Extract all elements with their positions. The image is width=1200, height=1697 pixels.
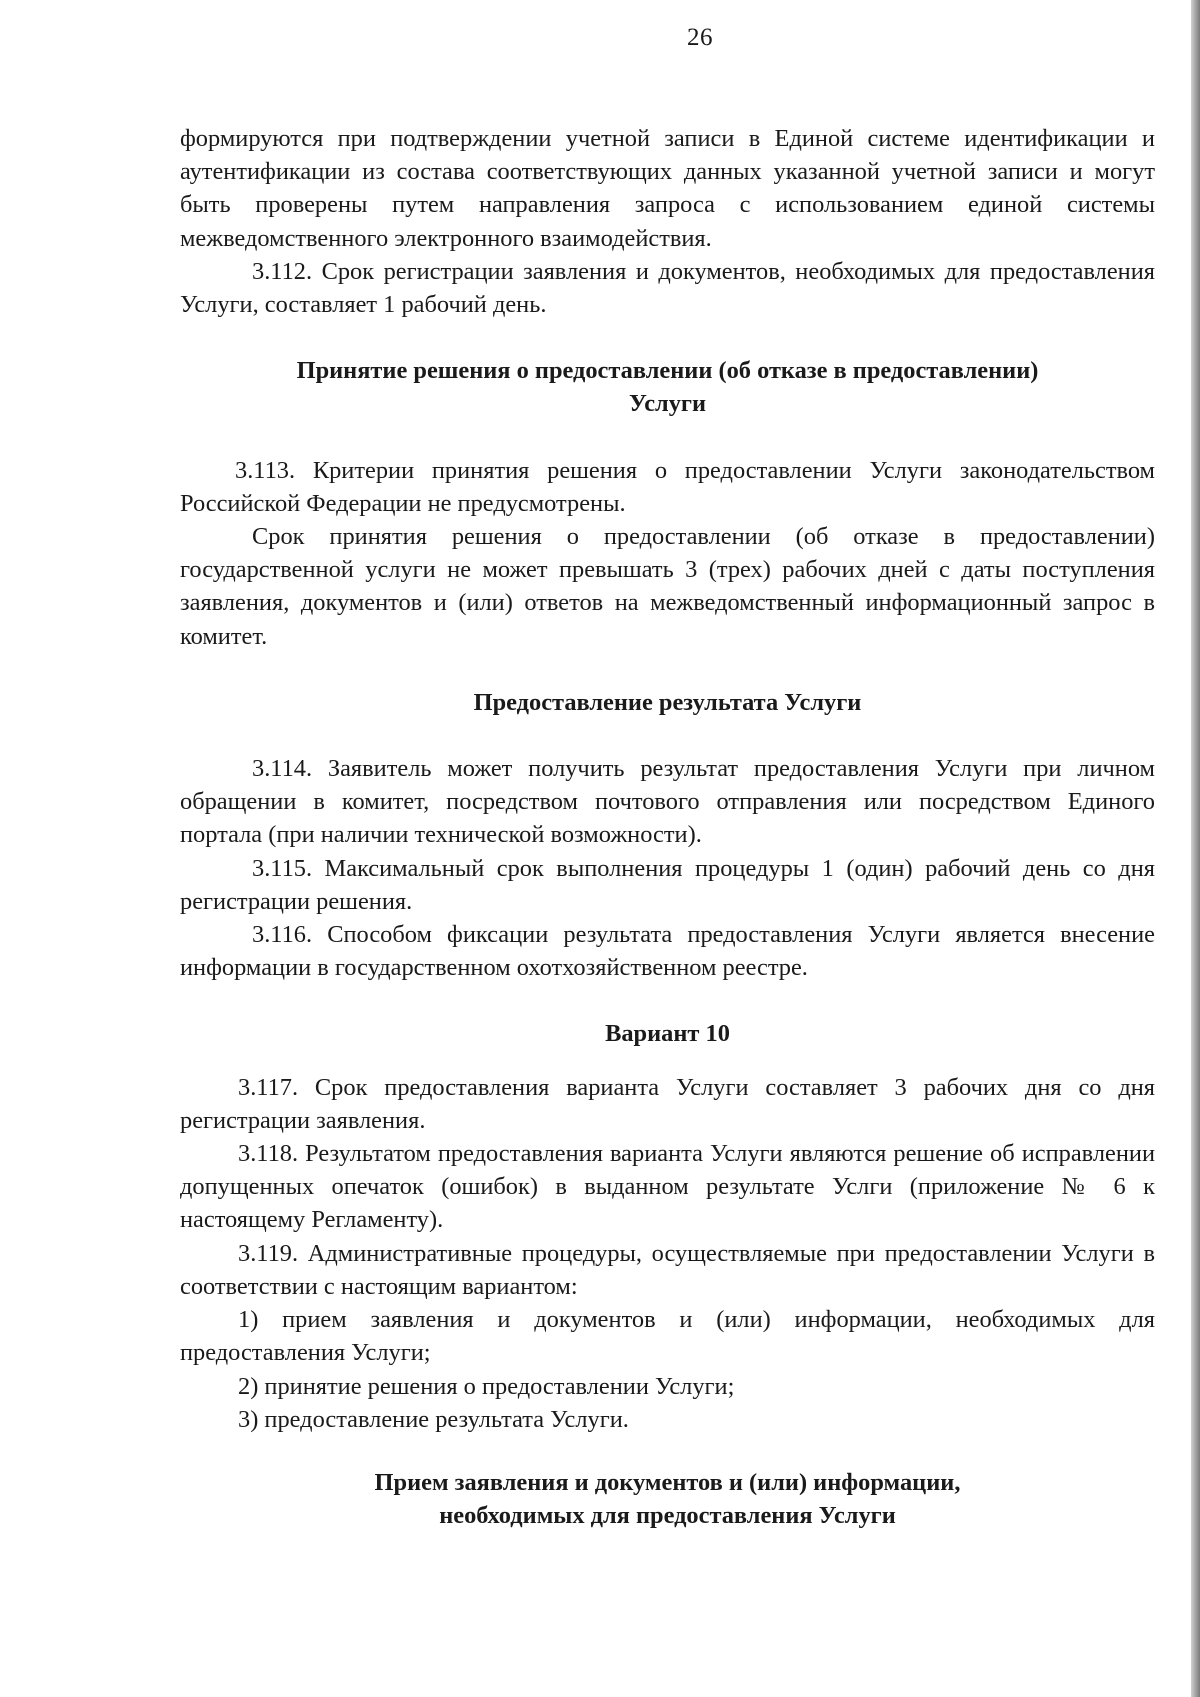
paragraph-continuation: формируются при подтверждении учетной записи в Единой системе идентификации и аутентификации из состава соответствующих данных указанной учетной записи и могут быть проверены путем направления запроса с использованием единой системы межведомственного электронного взаимодействия.	[180, 125, 1155, 252]
paragraph-3-113: 3.113. Критерии принятия решения о предоставлении Услуги законодательством Российской Федерации не предусмотрены.	[180, 456, 1155, 517]
list-item-3: 3) предоставление результата Услуги.	[238, 1405, 629, 1433]
section-heading-variant-10	[180, 1017, 1155, 1050]
paragraph-3-114: 3.114. Заявитель может получить результат предоставления Услуги при личном обращении в комитет, посредством почтового отправления или посредством Единого портала (при наличии технической возможности).	[180, 755, 1155, 849]
paragraph-3-119: 3.119. Административные процедуры, осуществляемые при предоставлении Услуги в соответствии с настоящим вариантом:	[180, 1239, 1155, 1300]
paragraph-3-115: 3.115. Максимальный срок выполнения процедуры 1 (один) рабочий день со дня регистрации решения.	[180, 854, 1155, 915]
section-heading-result	[180, 686, 1155, 719]
scan-edge-shadow	[1191, 0, 1200, 1697]
paragraph-3-118: 3.118. Результатом предоставления варианта Услуги являются решение об исправлении допущенных опечаток (ошибок) в выданном результате Услги (приложение № 6 к настоящему Регламенту).	[180, 1140, 1155, 1234]
heading-line: необходимых для предоставления Услуги	[439, 1502, 896, 1530]
paragraph-3-116: 3.116. Способом фиксации результата предоставления Услуги является внесение информации в государственном охотхозяйственном реестре.	[180, 921, 1155, 982]
heading-line: Вариант 10	[605, 1020, 730, 1048]
list-item-2: 2) принятие решения о предоставлении Услуги;	[238, 1372, 735, 1400]
heading-line: Услуги	[628, 390, 707, 418]
paragraph-3-112: 3.112. Срок регистрации заявления и документов, необходимых для предоставления Услуги, составляет 1 рабочий день.	[180, 257, 1155, 319]
heading-line: Принятие решения о предоставлении (об отказе в предоставлении)	[296, 357, 1039, 385]
paragraph-decision-term: Срок принятия решения о предоставлении (об отказе в предоставлении) государственной услуги не может превышать 3 (трех) рабочих дней с даты поступления заявления, документов и (или) ответов на межведомственный информационный запрос в комитет.	[180, 523, 1155, 650]
heading-line: Предоставление результата Услуги	[473, 688, 862, 716]
heading-line: Прием заявления и документов и (или) информации,	[374, 1468, 961, 1496]
list-item-1: 1) прием заявления и документов и (или) информации, необходимых для предоставления Услуги;	[180, 1306, 1155, 1367]
paragraph-3-117: 3.117. Срок предоставления варианта Услуги составляет 3 рабочих дня со дня регистрации заявления.	[180, 1073, 1155, 1134]
section-heading-application-intake	[180, 1466, 1155, 1532]
document-body	[180, 122, 1155, 1532]
section-heading-decision	[180, 354, 1155, 420]
page-number: 26	[687, 24, 713, 51]
